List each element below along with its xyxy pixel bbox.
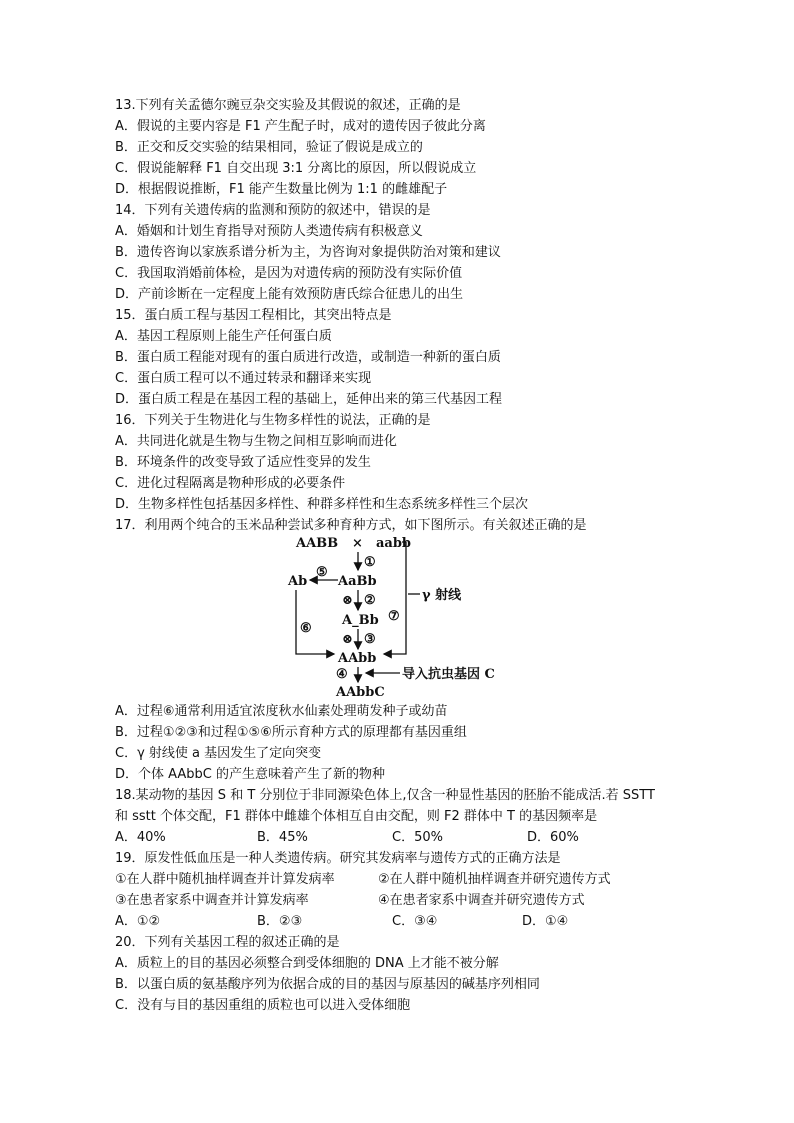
q14-option-a: A．婚姻和计划生育指导对预防人类遗传病有积极意义 xyxy=(115,224,423,239)
q19-item-2: ②在人群中随机抽样调查并研究遗传方式 xyxy=(378,872,611,887)
q17-stem: 17．利用两个纯合的玉米品种尝试多种育种方式，如下图所示。有关叙述正确的是 xyxy=(115,518,587,533)
a-bb-label: A_Bb xyxy=(342,613,379,628)
q16-option-d: D．生物多样性包括基因多样性、种群多样性和生态系统多样性三个层次 xyxy=(115,497,529,512)
q14-stem: 14．下列有关遗传病的监测和预防的叙述中，错误的是 xyxy=(115,203,431,218)
breeding-diagram xyxy=(280,532,500,702)
q19-option-a: A．①② xyxy=(115,914,161,929)
q16-option-a: A．共同进化就是生物与生物之间相互影响而进化 xyxy=(115,434,397,449)
q20-stem: 20．下列有关基因工程的叙述正确的是 xyxy=(115,935,340,950)
q17-option-b: B．过程①②③和过程①⑤⑥所示育种方式的原理都有基因重组 xyxy=(115,725,467,740)
q17-option-c: C．γ 射线使 a 基因发生了定向突变 xyxy=(115,746,322,761)
q18-option-d: D．60% xyxy=(527,830,579,845)
q14-option-c: C．我国取消婚前体检，是因为对遗传病的预防没有实际价值 xyxy=(115,266,463,281)
ab-haploid-label: Ab xyxy=(288,574,308,589)
q13-option-d: D．根据假说推断，F1 能产生数量比例为 1:1 的雌雄配子 xyxy=(115,182,448,197)
process-1-number: ① xyxy=(364,555,376,570)
q17-option-d: D．个体 AAbbC 的产生意味着产生了新的物种 xyxy=(115,767,386,782)
q18-option-a: A．40% xyxy=(115,830,166,845)
parent-aabb-label: AABB xyxy=(296,536,339,551)
q16-option-c: C．进化过程隔离是物种形成的必要条件 xyxy=(115,476,346,491)
arrow-process-7 xyxy=(384,542,406,654)
q17-option-a: A．过程⑥通常利用适宜浓度秋水仙素处理萌发种子或幼苗 xyxy=(115,704,448,719)
q14-option-b: B．遗传咨询以家族系谱分析为主，为咨询对象提供防治对策和建议 xyxy=(115,245,501,260)
process-2-number: ② xyxy=(364,593,376,608)
aabbc-label: AAbbC xyxy=(336,685,385,700)
q19-item-4: ④在患者家系中调查并研究遗传方式 xyxy=(378,893,585,908)
q20-option-b: B．以蛋白质的氨基酸序列为依据合成的目的基因与原基因的碱基序列相同 xyxy=(115,977,540,992)
q18-option-c: C．50% xyxy=(392,830,443,845)
import-gene-label: 导入抗虫基因 C xyxy=(402,667,495,682)
process-3-number: ③ xyxy=(364,632,376,647)
q20-option-c: C．没有与目的基因重组的质粒也可以进入受体细胞 xyxy=(115,998,411,1013)
f1-aabb-label: AaBb xyxy=(338,574,377,589)
selfing-symbol-1: ⊗ xyxy=(342,593,353,608)
q15-option-b: B．蛋白质工程能对现有的蛋白质进行改造，或制造一种新的蛋白质 xyxy=(115,350,501,365)
q14-option-d: D．产前诊断在一定程度上能有效预防唐氏综合征患儿的出生 xyxy=(115,287,464,302)
q20-option-a: A．质粒上的目的基因必须整合到受体细胞的 DNA 上才能不被分解 xyxy=(115,956,499,971)
process-4-number: ④ xyxy=(336,667,348,682)
q13-option-c: C．假说能解释 F1 自交出现 3:1 分离比的原因，所以假说成立 xyxy=(115,161,477,176)
q19-option-b: B．②③ xyxy=(257,914,303,929)
q13-stem: 13.下列有关孟德尔豌豆杂交实验及其假说的叙述，正确的是 xyxy=(115,98,461,113)
q18-stem-line-2: 和 sstt 个体交配，F1 群体中雌雄个体相互自由交配，则 F2 群体中 T 的基因频率是 xyxy=(115,809,598,824)
q13-option-a: A．假说的主要内容是 F1 产生配子时，成对的遗传因子彼此分离 xyxy=(115,119,486,134)
q15-option-a: A．基因工程原则上能生产任何蛋白质 xyxy=(115,329,332,344)
parent-aabb-recessive-label: aabb xyxy=(376,536,412,551)
q13-option-b: B．正交和反交实验的结果相同，验证了假说是成立的 xyxy=(115,140,423,155)
process-6-number: ⑥ xyxy=(300,621,312,636)
q16-option-b: B．环境条件的改变导致了适应性变异的发生 xyxy=(115,455,371,470)
process-7-number: ⑦ xyxy=(388,609,400,624)
q19-item-3: ③在患者家系中调查并计算发病率 xyxy=(115,893,309,908)
gamma-ray-label: γ 射线 xyxy=(422,588,462,603)
q15-option-d: D．蛋白质工程是在基因工程的基础上，延伸出来的第三代基因工程 xyxy=(115,392,503,407)
breeding-diagram-svg xyxy=(280,532,500,702)
q18-option-b: B．45% xyxy=(257,830,308,845)
q19-option-d: D．①④ xyxy=(522,914,569,929)
selfing-symbol-2: ⊗ xyxy=(342,632,353,647)
q19-stem: 19．原发性低血压是一种人类遗传病。研究其发病率与遗传方式的正确方法是 xyxy=(115,851,561,866)
aabb-selected-label: AAbb xyxy=(338,651,377,666)
process-5-number: ⑤ xyxy=(316,565,328,580)
q18-stem-line-1: 18.某动物的基因 S 和 T 分别位于非同源染色体上,仅含一种显性基因的胚胎不能成活.若 SSTT xyxy=(115,788,655,803)
q19-option-c: C．③④ xyxy=(392,914,438,929)
cross-symbol: × xyxy=(352,536,363,551)
q16-stem: 16．下列关于生物进化与生物多样性的说法，正确的是 xyxy=(115,413,431,428)
q15-stem: 15．蛋白质工程与基因工程相比，其突出特点是 xyxy=(115,308,392,323)
q19-item-1: ①在人群中随机抽样调查并计算发病率 xyxy=(115,872,335,887)
q15-option-c: C．蛋白质工程可以不通过转录和翻译来实现 xyxy=(115,371,372,386)
